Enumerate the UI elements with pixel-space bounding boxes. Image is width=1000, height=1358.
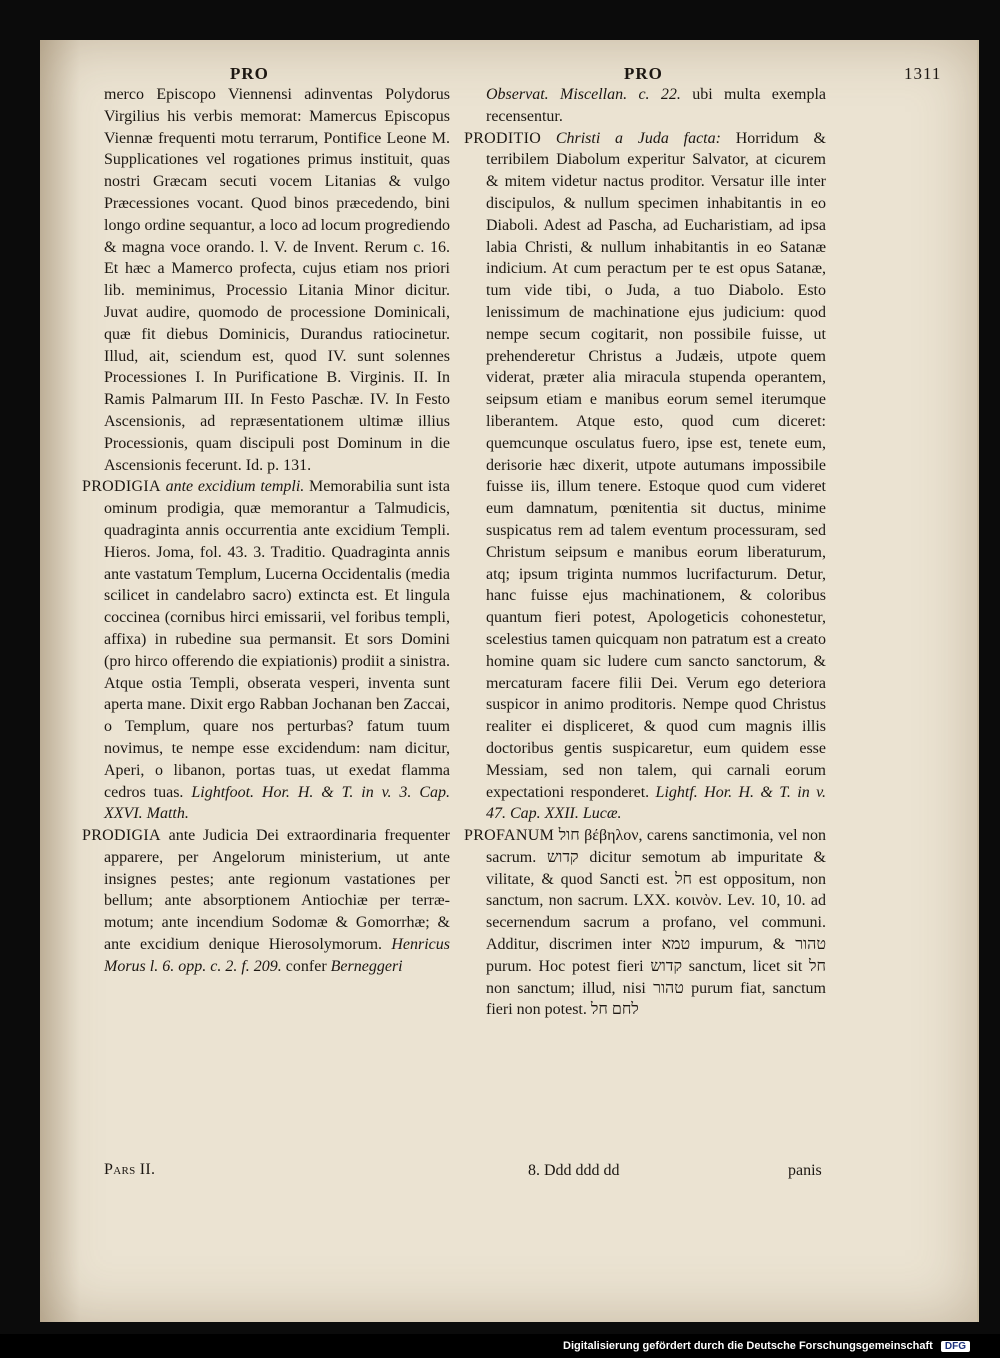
entry-tail-citation: Berneggeri — [330, 957, 403, 975]
entry-headword: PRODITIO — [464, 129, 542, 147]
entry-headword: PROFANUM — [464, 827, 555, 845]
entry-headword: PRODIGIA — [82, 827, 161, 845]
book-page — [40, 40, 979, 1322]
left-bottom-part: Pars II. — [104, 1161, 156, 1178]
entry-citation: Lightf. Hor. H. & T. in v. 47. Cap. XXII. Lucæ. — [486, 783, 827, 823]
entry-text: Horridum & terribilem Diabolum experitur Salvator, at cicurem & mitem videtur nactus proditor. Versatur ille inter discipulos, & nullum specimen inhabitantis in eo Diaboli. Adest ad Pascha, ad Eucharistiam, ad ipsa labia Christi, & nullum inhabitantis in eo Satanæ indicium. At cum peractum per te est opus Satanæ, tum vide tibi, o Juda, a tuo Diabolo. Esto lenissimum de machinatione ejus judicium: quod nempe secum cogitarit, non possibile fuisse, ut prehenderetur Christus a Judæis, utpote quem viderat, præter alia miracula stupenda operantem, seipsum etiam e manibus eorum semel iterumque liberantem. Atque esto, quod cum diceret: quemcunque osculatus fuero, ipse est, tenete eum, derisorie hæc dixerit, utpote autumans impossibile fuisse iis, illum tenere. Estoque quod cum videret eum damnatum, pœnitentia sit ductus, minime suspicatus rem ad talem eventum processuram, sed Christum seipsum e manibus eorum liberaturum, atq; ipsum triginta nummos lucrifacturum. Detur, hanc fuisse ejus machinationem, & coloribus quantum fieri potest, Apologeticis cohonestetur, scelestius tamen quicquam non patratum est a creato homine quam sic ludere cum sancto sanctorum, & mercaturam facere filii Dei. Verum ego deteriora suspicor in animo proditoris. Nempe quod Christus realiter ei displiceret, & quod cum magnis illis doctoribus gentis suspicaretur, eum quidem esse Messiam, sed non talem, qui carnali eorum expectationi responderet. — [486, 129, 826, 801]
entry-text: ubi multa exempla recensentur. — [486, 86, 826, 125]
entry-citation: Lightfoot. Hor. H. & T. in v. 3. Cap. XXVI. Matth. — [104, 783, 450, 823]
left-column — [82, 84, 450, 978]
entry-text: חול βέβηλον, carens sanctimonia, vel non sacrum. קדוש dicitur semotum ab impuritate & vilitate, & quod Sancti est. חל est oppositum, non sanctum, non sacrum. LXX. κοινὸν. Lev. 10, 10. ad secernendum sacrum a profano, vel communi. Additur, discrimen inter טמא impurum, & טהור purum. Hoc potest fieri קדוש sanctum, licet sit חל non sanctum; illud, nisi טהור purum fiat, sanctum fieri non potest. לחם חל — [486, 827, 827, 1019]
entry-lead: Christi a Juda facta: — [555, 129, 721, 147]
footer-credit-text: Digitalisierung gefördert durch die Deutsche Forschungsgemeinschaft — [563, 1340, 933, 1352]
entry-text: ante Judicia Dei extraordinaria frequenter apparere, per Angelorum ministerium, ut ante insignes pestes; ante regionum vastationes per bellum; ante absorptionem Antiochiæ per terræ-motum; ante incendium Sodomæ & Gomorrhæ; & ante excidium denique Hierosolymorum. — [104, 827, 451, 954]
right-column — [464, 84, 826, 1021]
entry-text: Memorabilia sunt ista ominum prodigia, quæ memorantur a Talmudicis, quadraginta annis occurrentia ante excidium Templi. Hieros. Joma, fol. 43. 3. Traditio. Quadraginta annis ante vastatum Templum, Lucerna Occidentalis (media scilicet in candelabro sacro) extincta est. Et lingula coccinea (cornibus hirci emissarii, vel foribus templi, affixa) in rubedine sua permansit. Et sors Domini (pro hirco offerendo die expiationis) prodiit a sinistra. Atque ostia Templi, obserata vesperi, inventa sunt aperta mane. Dixit ergo Rabban Jochanan ben Zaccai, o Templum, quare nos perturbas? fatum tuum novimus, te nempe esse excidendum: nam dicitur, Aperi, o libanon, portas tuas, ut exedat flamma cedros tuas. — [104, 478, 451, 801]
footer-credit — [563, 1340, 970, 1352]
entry-citation: Observat. Miscellan. c. 22. — [486, 86, 681, 103]
entry-lead: ante excidium templi. — [165, 478, 305, 496]
right-entry-continuation — [464, 84, 826, 128]
entry-headword: PRODIGIA — [82, 478, 161, 496]
right-entry-proditio — [464, 128, 826, 826]
digitization-footer — [0, 1334, 1000, 1358]
signature-mark: 8. Ddd ddd dd — [528, 1162, 620, 1179]
right-entry-profanum — [464, 825, 826, 1021]
page-number: 1311 — [904, 64, 942, 83]
entry-tail: confer — [285, 957, 327, 975]
right-running-head: PRO — [624, 64, 663, 83]
dfg-logo: DFG — [941, 1341, 970, 1352]
left-entry-prodigia-2 — [82, 825, 450, 978]
left-entry-prodigia-1 — [82, 476, 450, 825]
left-entry-continuation: merco Episcopo Viennensi adinventas Polydorus Virgilius his verbis memorat: Mamercus Episcopus Viennæ frequenti motu terrarum, Pontifice Leone M. Supplicationes vel rogationes primus instituit, quas nostri Græcam secuti vocem Litanias & vulgo Præcessiones vocant. Quod binos præcedendo, bini longo ordine sequantur, a loco ad locum progrediendo & magna voce orando. l. V. de Invent. Rerum c. 16. Et hæc a Mamerco profecta, cujus etiam nos priori lib. meminimus, Processio Litania Minor dicitur. Juvat audire, quomodo de processione Dominicali, quæ fit diebus Dominicis, Durandus ratiocinetur. Illud, ait, sciendum est, quod IV. sunt solennes Processiones I. In Purificatione B. Virginis. II. In Ramis Palmarum III. In Festo Paschæ. IV. In Festo Ascensionis, ad repræsentationem ultimæ illius Processionis, quam discipuli post Dominum in die Ascensionis fecerunt. Id. p. 131. — [104, 86, 450, 474]
entry-citation: Henricus Morus l. 6. opp. c. 2. f. 209. — [104, 936, 450, 975]
page-edge-shadow — [40, 40, 80, 1322]
left-running-head: PRO — [230, 64, 269, 83]
catchword: panis — [788, 1162, 822, 1179]
